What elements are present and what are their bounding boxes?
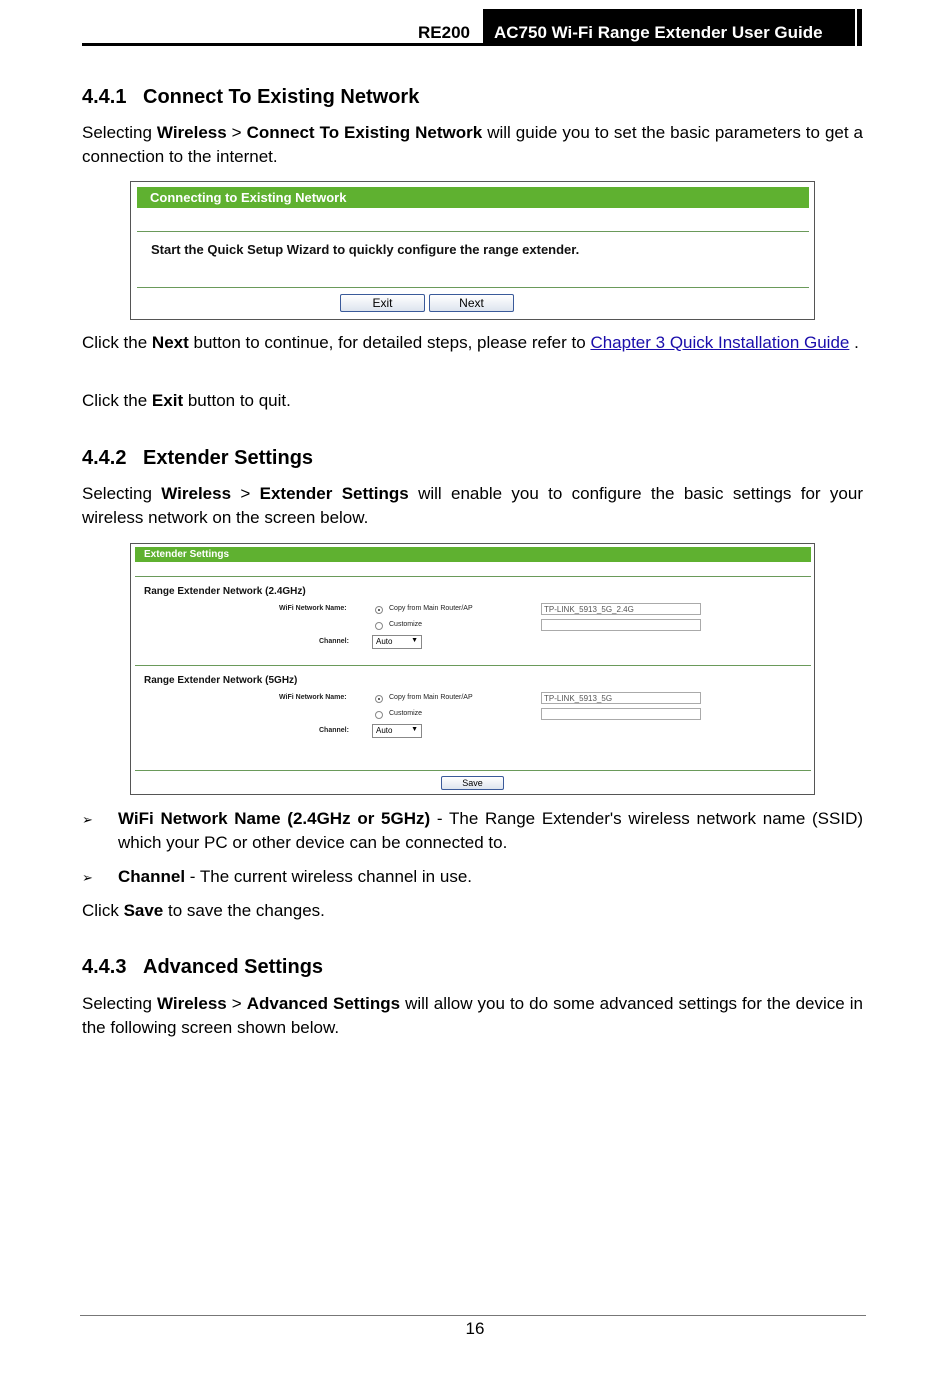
panel-title: Extender Settings (135, 547, 811, 562)
chevron-down-icon: ▼ (411, 637, 418, 644)
text: > (226, 123, 247, 142)
wifi-name-label-5: WiFi Network Name: (279, 694, 347, 701)
paragraph-442-intro (82, 482, 863, 530)
radio-customize-5[interactable] (375, 711, 383, 719)
extender-settings-panel (130, 543, 815, 795)
text-bold: Next (151, 333, 189, 352)
text: button to continue, for detailed steps, please refer to (188, 333, 591, 352)
text: . (849, 333, 859, 352)
next-button[interactable]: Next (429, 294, 514, 312)
bullet-wifi-name (118, 807, 863, 855)
section-title: Extender Settings (143, 447, 314, 469)
text-bold: Save (123, 901, 164, 920)
radio-customize-label-5: Customize (389, 710, 423, 717)
divider (135, 770, 811, 771)
chapter3-link[interactable]: Chapter 3 Quick Installation Guide (590, 333, 850, 352)
section-title: Advanced Settings (143, 956, 324, 978)
section-heading-442 (82, 447, 313, 470)
header-guide-title: AC750 Wi-Fi Range Extender User Guide (483, 9, 859, 46)
radio-copy-label-5: Copy from Main Router/AP (389, 694, 473, 701)
text-bold: Connect To Existing Network (246, 123, 483, 142)
exit-button[interactable]: Exit (340, 294, 425, 312)
channel-label-24: Channel: (319, 638, 349, 645)
text: - The Range Extender's wireless network name (SSID) which your PC or other device can be connected to. (118, 809, 864, 852)
bullet-arrow-icon: ➢ (82, 812, 93, 827)
text-bold: WiFi Network Name (2.4GHz or 5GHz) (118, 809, 431, 828)
text-bold: Channel (118, 867, 186, 886)
text: to save the changes. (163, 901, 325, 920)
text-bold: Extender Settings (259, 484, 409, 503)
text: > (231, 484, 260, 503)
wifi-name-label-24: WiFi Network Name: (279, 605, 347, 612)
radio-copy-24[interactable] (375, 606, 383, 614)
save-button[interactable]: Save (441, 776, 504, 790)
text: Selecting (82, 484, 162, 503)
divider (135, 665, 811, 666)
chevron-down-icon: ▼ (411, 726, 418, 733)
text: Selecting (82, 123, 157, 142)
text: will allow you to do some advanced settings for the device in the following screen shown below. (82, 994, 863, 1037)
divider (137, 287, 809, 288)
section-number: 4.4.1 (82, 86, 127, 108)
text-bold: Wireless (156, 123, 227, 142)
text: will guide you to set the basic parameters to get a connection to the internet. (82, 123, 864, 166)
select-value: Auto (376, 726, 393, 735)
radio-copy-5[interactable] (375, 695, 383, 703)
text-bold: Exit (151, 391, 184, 410)
text-bold: Advanced Settings (246, 994, 401, 1013)
page-number: 16 (465, 1319, 485, 1338)
radio-customize-24[interactable] (375, 622, 383, 630)
connecting-panel (130, 181, 815, 320)
header-bar (857, 9, 862, 46)
text-bold: Wireless (161, 484, 232, 503)
ssid-field-5[interactable]: TP-LINK_5913_5G (541, 692, 701, 704)
custom-ssid-field-24[interactable] (541, 619, 701, 631)
footer-rule (80, 1315, 866, 1316)
page-header (82, 9, 862, 46)
channel-select-5[interactable] (372, 724, 422, 738)
text: Click the (82, 333, 152, 352)
text: - The current wireless channel in use. (185, 867, 472, 886)
text: Selecting (82, 994, 157, 1013)
network-24-heading: Range Extender Network (2.4GHz) (144, 586, 306, 597)
text: > (226, 994, 247, 1013)
section-title: Connect To Existing Network (143, 86, 420, 108)
channel-select-24[interactable] (372, 635, 422, 649)
section-number: 4.4.3 (82, 956, 127, 978)
paragraph-441-exit (82, 389, 863, 413)
paragraph-443-intro (82, 992, 863, 1040)
paragraph-441-next (82, 331, 863, 355)
paragraph-442-save (82, 899, 863, 923)
text: Click the (82, 391, 152, 410)
text: will enable you to configure the basic settings for your wireless network on the screen below. (82, 484, 863, 527)
paragraph-441-intro (82, 121, 863, 169)
divider (135, 576, 811, 577)
wizard-message: Start the Quick Setup Wizard to quickly configure the range extender. (151, 242, 580, 257)
text: Click (82, 901, 124, 920)
header-model: RE200 (418, 23, 470, 42)
section-heading-443 (82, 956, 323, 979)
panel-title: Connecting to Existing Network (137, 187, 809, 208)
ssid-field-24[interactable]: TP-LINK_5913_5G_2.4G (541, 603, 701, 615)
bullet-arrow-icon: ➢ (82, 870, 93, 885)
radio-copy-label-24: Copy from Main Router/AP (389, 605, 473, 612)
header-rule (82, 43, 484, 46)
divider (137, 231, 809, 232)
section-heading-441 (82, 86, 419, 109)
section-number: 4.4.2 (82, 447, 127, 469)
bullet-channel (118, 865, 863, 889)
network-5-heading: Range Extender Network (5GHz) (144, 675, 298, 686)
select-value: Auto (376, 637, 393, 646)
channel-label-5: Channel: (319, 727, 349, 734)
custom-ssid-field-5[interactable] (541, 708, 701, 720)
text: button to quit. (183, 391, 291, 410)
text-bold: Wireless (156, 994, 227, 1013)
radio-customize-label-24: Customize (389, 621, 423, 628)
header-bar-gap (855, 9, 857, 46)
